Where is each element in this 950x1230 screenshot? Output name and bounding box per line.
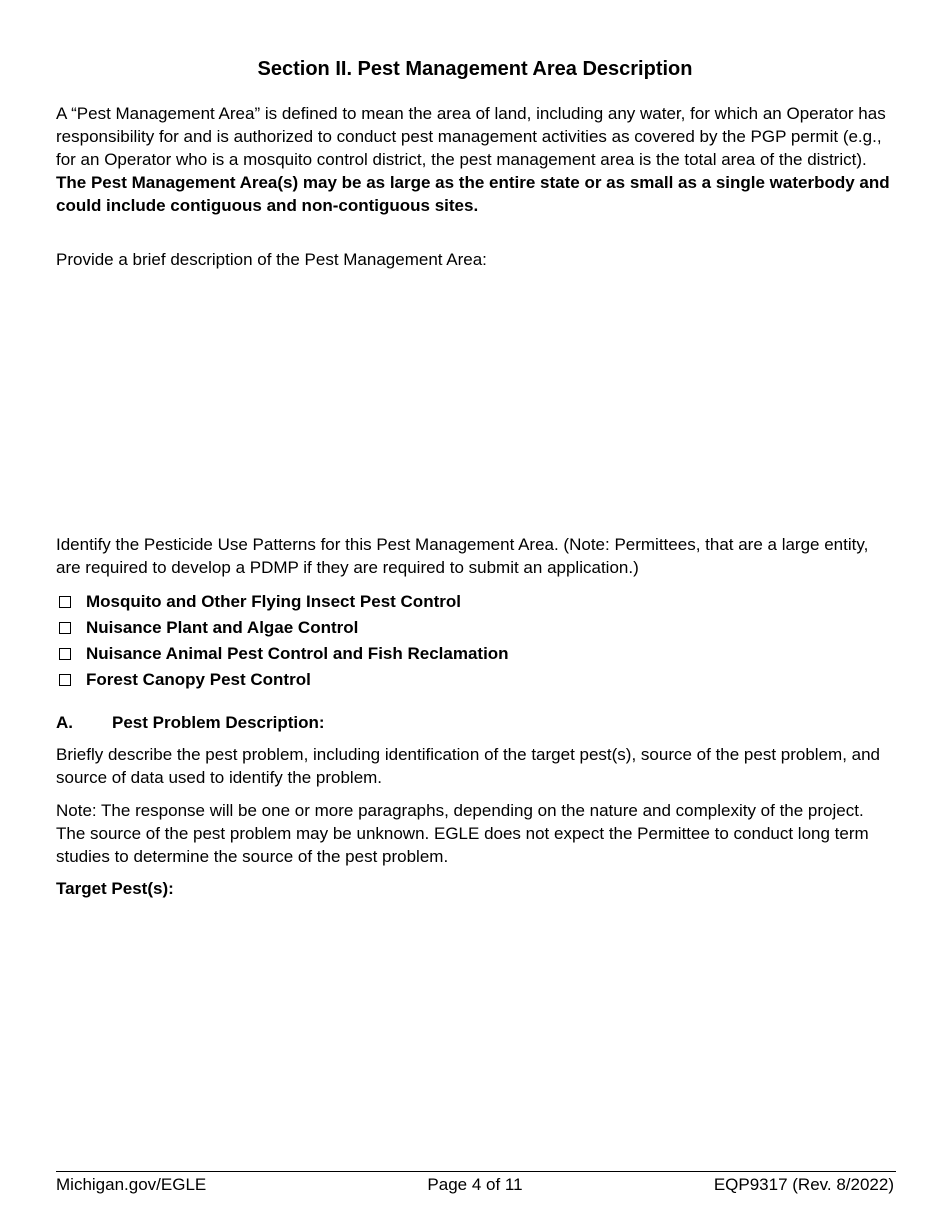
use-pattern-item — [56, 667, 896, 693]
pest-problem-instructions: Briefly describe the pest problem, including identification of the target pest(s), source of the pest problem, and source of data used to identify the problem. — [56, 745, 881, 787]
use-pattern-label: Forest Canopy Pest Control — [86, 670, 311, 689]
use-pattern-label: Nuisance Animal Pest Control and Fish Reclamation — [86, 644, 509, 663]
target-pests-label: Target Pest(s): — [56, 879, 174, 898]
pest-problem-note: Note: The response will be one or more paragraphs, depending on the nature and complexity of the project. The source of the pest problem may be unknown. EGLE does not expect the Permittee to conduct long term studies to determine the source of the pest problem. — [56, 801, 869, 866]
use-pattern-item — [56, 641, 896, 667]
use-pattern-item — [56, 589, 896, 615]
intro-paragraph — [56, 102, 896, 217]
target-pests-field[interactable] — [56, 904, 896, 1154]
use-patterns-prompt: Identify the Pesticide Use Patterns for this Pest Management Area. (Note: Permittees, that are a large entity, are required to develop a PDMP if they are required to submit an application.) — [56, 535, 869, 577]
section-a-heading — [56, 711, 325, 734]
section-a-letter: A. — [56, 713, 73, 732]
footer-website: Michigan.gov/EGLE — [56, 1175, 207, 1194]
checkbox-forest-canopy[interactable] — [59, 674, 71, 686]
use-pattern-item — [56, 615, 896, 641]
use-pattern-label: Mosquito and Other Flying Insect Pest Control — [86, 592, 461, 611]
intro-text: A “Pest Management Area” is defined to mean the area of land, including any water, for which an Operator has responsibility for and is authorized to conduct pest management activities as covered by the PGP permit (e.g., for an Operator who is a mosquito control district, the pest management area is the total area of the district). — [56, 104, 886, 169]
area-description-prompt: Provide a brief description of the Pest Management Area: — [56, 250, 487, 269]
footer-page-number: Page 4 of 11 — [427, 1175, 523, 1194]
checkbox-nuisance-plant[interactable] — [59, 622, 71, 634]
checkbox-nuisance-animal[interactable] — [59, 648, 71, 660]
section-title: Section II. Pest Management Area Description — [257, 58, 693, 80]
section-a-title: Pest Problem Description: — [112, 713, 325, 732]
checkbox-mosquito[interactable] — [59, 596, 71, 608]
use-pattern-checklist — [56, 589, 896, 693]
intro-bold-text: The Pest Management Area(s) may be as large as the entire state or as small as a single waterbody and could include contiguous and non-contiguous sites. — [56, 173, 890, 215]
document-page — [56, 0, 896, 1230]
footer-divider — [56, 1171, 896, 1172]
use-pattern-label: Nuisance Plant and Algae Control — [86, 618, 359, 637]
area-description-field[interactable] — [56, 275, 896, 525]
footer-form-id: EQP9317 (Rev. 8/2022) — [713, 1175, 894, 1194]
